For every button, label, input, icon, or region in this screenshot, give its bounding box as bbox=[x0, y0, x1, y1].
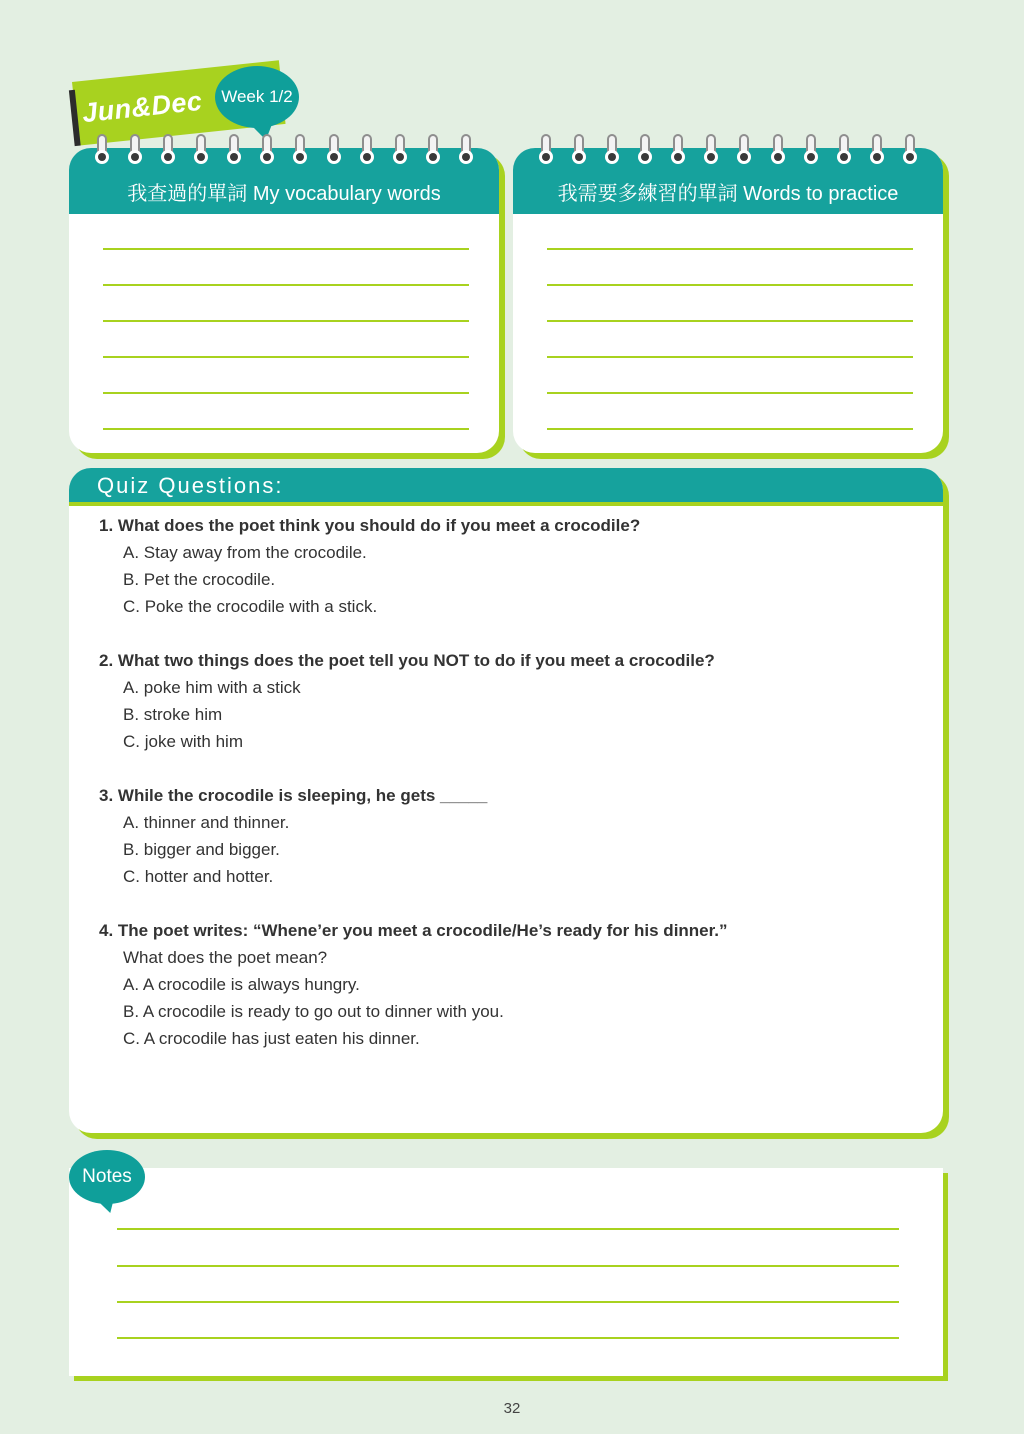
spiral-ring bbox=[870, 134, 884, 170]
notes-label: Notes bbox=[82, 1166, 132, 1187]
practice-line[interactable] bbox=[547, 284, 913, 286]
spiral-ring bbox=[393, 134, 407, 170]
answer-option[interactable]: A. Stay away from the crocodile. bbox=[123, 543, 367, 562]
question-text: 2. What two things does the poet tell you NOT to do if you meet a crocodile? bbox=[99, 651, 715, 670]
question-text: 4. The poet writes: “Whene’er you meet a crocodile/He’s ready for his dinner.” bbox=[99, 921, 728, 940]
spiral-ring bbox=[638, 134, 652, 170]
answer-option[interactable]: B. bigger and bigger. bbox=[123, 840, 280, 859]
question-subtext: What does the poet mean? bbox=[123, 948, 328, 967]
answer-option[interactable]: B. stroke him bbox=[123, 705, 223, 724]
spiral-ring bbox=[194, 134, 208, 170]
quiz-panel bbox=[69, 468, 943, 1133]
page-number: 32 bbox=[503, 1400, 521, 1417]
spiral-ring bbox=[327, 134, 341, 170]
spiral-ring bbox=[293, 134, 307, 170]
practice-line[interactable] bbox=[547, 248, 913, 250]
answer-option[interactable]: A. A crocodile is always hungry. bbox=[123, 975, 360, 994]
question-4 bbox=[99, 917, 919, 1052]
answer-option[interactable]: B. A crocodile is ready to go out to dinner with you. bbox=[123, 1002, 504, 1021]
notes-line[interactable] bbox=[117, 1337, 899, 1339]
practice-title: 我需要多練習的單詞 Words to practice bbox=[557, 183, 899, 205]
spiral-ring bbox=[539, 134, 553, 170]
week-label: Week 1/2 bbox=[221, 87, 293, 106]
notes-bubble bbox=[69, 1150, 145, 1204]
spiral-ring bbox=[227, 134, 241, 170]
spiral-ring bbox=[128, 134, 142, 170]
question-1 bbox=[99, 512, 919, 620]
spiral-ring bbox=[426, 134, 440, 170]
notes-line[interactable] bbox=[117, 1301, 899, 1303]
question-text: 3. While the crocodile is sleeping, he gets _____ bbox=[99, 786, 488, 805]
month-label: Jun&Dec bbox=[80, 85, 204, 129]
spiral-ring bbox=[671, 134, 685, 170]
vocabulary-line[interactable] bbox=[103, 248, 469, 250]
spiral-ring bbox=[605, 134, 619, 170]
practice-line[interactable] bbox=[547, 320, 913, 322]
answer-option[interactable]: A. poke him with a stick bbox=[123, 678, 301, 697]
practice-line[interactable] bbox=[547, 392, 913, 394]
spiral-ring bbox=[903, 134, 917, 170]
answer-option[interactable]: C. hotter and hotter. bbox=[123, 867, 274, 886]
quiz-title: Quiz Questions: bbox=[97, 473, 284, 498]
spiral-ring bbox=[95, 134, 109, 170]
spiral-ring bbox=[837, 134, 851, 170]
practice-line[interactable] bbox=[547, 356, 913, 358]
vocabulary-line[interactable] bbox=[103, 392, 469, 394]
vocabulary-line[interactable] bbox=[103, 356, 469, 358]
spiral-ring bbox=[459, 134, 473, 170]
vocabulary-line[interactable] bbox=[103, 284, 469, 286]
vocabulary-line[interactable] bbox=[103, 320, 469, 322]
spiral-ring bbox=[804, 134, 818, 170]
spiral-ring bbox=[771, 134, 785, 170]
question-3 bbox=[99, 782, 919, 890]
quiz-header bbox=[69, 468, 943, 506]
spiral-ring bbox=[260, 134, 274, 170]
spiral-ring bbox=[161, 134, 175, 170]
practice-spiral bbox=[539, 134, 917, 170]
answer-option[interactable]: C. Poke the crocodile with a stick. bbox=[123, 597, 378, 616]
answer-option[interactable]: B. Pet the crocodile. bbox=[123, 570, 276, 589]
vocabulary-title: 我查過的單詞 My vocabulary words bbox=[127, 183, 441, 205]
vocabulary-spiral bbox=[95, 134, 473, 170]
spiral-ring bbox=[704, 134, 718, 170]
spiral-ring bbox=[360, 134, 374, 170]
notes-line[interactable] bbox=[117, 1265, 899, 1267]
week-bubble bbox=[215, 66, 299, 128]
spiral-ring bbox=[737, 134, 751, 170]
spiral-ring bbox=[572, 134, 586, 170]
practice-line[interactable] bbox=[547, 428, 913, 430]
answer-option[interactable]: C. joke with him bbox=[123, 732, 243, 751]
vocabulary-notebook bbox=[69, 148, 499, 453]
notes-line[interactable] bbox=[117, 1228, 899, 1230]
answer-option[interactable]: A. thinner and thinner. bbox=[123, 813, 290, 832]
answer-option[interactable]: C. A crocodile has just eaten his dinner. bbox=[123, 1029, 420, 1048]
practice-notebook bbox=[513, 148, 943, 453]
question-2 bbox=[99, 647, 919, 755]
question-text: 1. What does the poet think you should do if you meet a crocodile? bbox=[99, 516, 641, 535]
notes-area bbox=[69, 1168, 943, 1376]
vocabulary-line[interactable] bbox=[103, 428, 469, 430]
